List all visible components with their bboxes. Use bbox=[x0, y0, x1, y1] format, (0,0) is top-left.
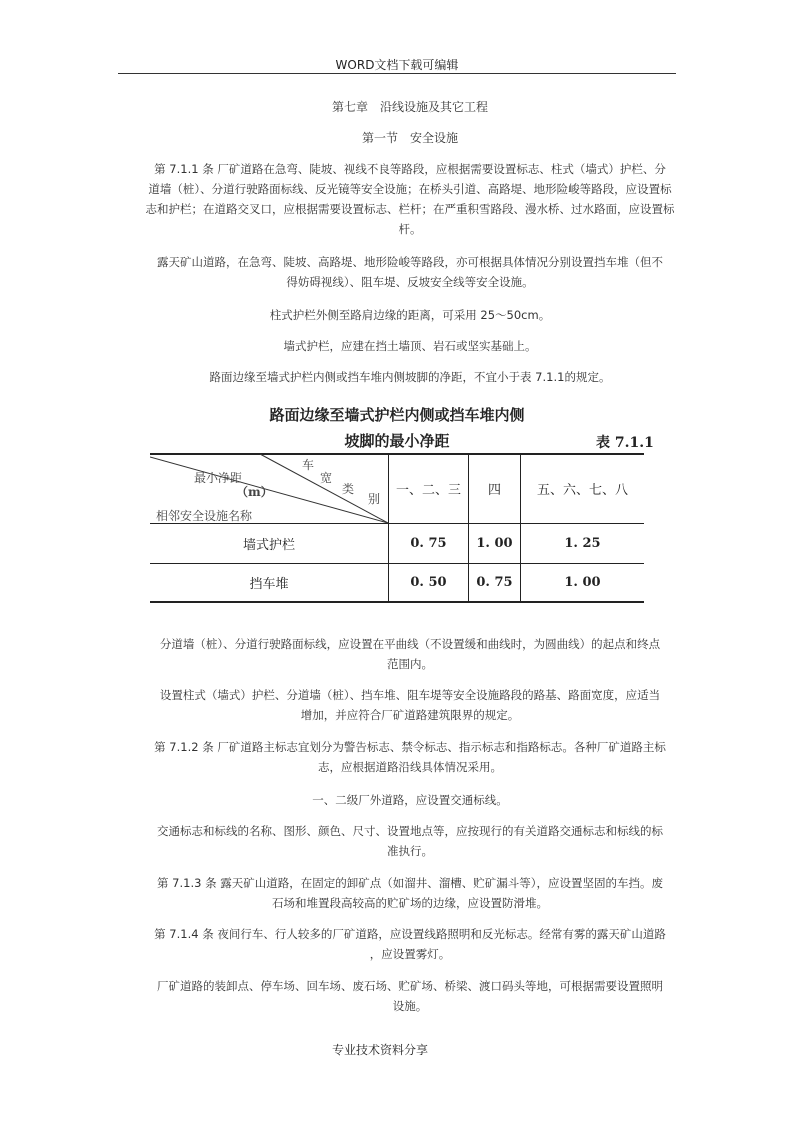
table-title-line1: 路面边缘至墙式护栏内侧或挡车堆内侧 bbox=[269, 406, 525, 424]
table-cell: 1. 00 bbox=[476, 536, 513, 551]
line: 石场和堆置段高较高的贮矿场的边缘，应设置防滑堆。 bbox=[272, 896, 548, 910]
diag-label-char: 别 bbox=[368, 492, 381, 506]
table-number: 表 7.1.1 bbox=[596, 435, 654, 451]
line: 志，应根据道路沿线具体情况采用。 bbox=[318, 760, 502, 774]
paragraph-divider-posts bbox=[140, 634, 680, 674]
diag-label-char: 类 bbox=[342, 482, 355, 496]
table-cell: 1. 00 bbox=[564, 575, 601, 590]
line: 范围内。 bbox=[387, 657, 433, 671]
diag-label-char: 车 bbox=[302, 458, 315, 472]
line: 路面边缘至墙式护栏内侧或挡车堆内侧坡脚的净距，不宜小于表 7.1.1的规定。 bbox=[209, 370, 611, 384]
line: 柱式护栏外侧至路肩边缘的距离，可采用 25～50cm。 bbox=[269, 308, 551, 322]
paragraph-7-1-1 bbox=[140, 159, 680, 239]
line: 增加，并应符合厂矿道路建筑限界的规定。 bbox=[300, 708, 520, 722]
section-title: 第一节 安全设施 bbox=[361, 131, 458, 145]
line: 露天矿山道路，在急弯、陡坡、高路堤、地形险峻等路段，亦可根据具体情况分别设置挡车堆（但不 bbox=[157, 255, 663, 269]
line: 墙式护栏，应建在挡土墙顶、岩石或坚实基础上。 bbox=[283, 339, 537, 353]
line: 志和护栏；在道路交叉口，应根据需要设置标志、栏杆；在严重积雪路段、漫水桥、过水路面，应设置标 bbox=[145, 202, 675, 216]
diag-label-min-distance: 最小净距 bbox=[194, 471, 243, 485]
table-cell: 0. 50 bbox=[410, 575, 447, 590]
table-cell: 0. 75 bbox=[410, 536, 447, 551]
line: 第 7.1.1 条 厂矿道路在急弯、陡坡、视线不良等路段，应根据需要设置标志、柱式（墙式）护栏、分 bbox=[154, 162, 666, 176]
line: 分道墙（桩）、分道行驶路面标线，应设置在平曲线（不设置缓和曲线时，为圆曲线）的起点和终点 bbox=[159, 637, 661, 651]
line: ，应设置雾灯。 bbox=[369, 947, 451, 961]
diag-label-char: 宽 bbox=[320, 471, 333, 485]
paragraph-roadbed-width bbox=[140, 685, 680, 725]
header-rule bbox=[118, 73, 676, 74]
page-footer: 专业技术资料分享 bbox=[331, 1043, 428, 1057]
line: 第 7.1.4 条 夜间行车、行人较多的厂矿道路，应设置线路照明和反光标志。经常有雾的露天矿山道路 bbox=[154, 927, 666, 941]
paragraph-7-1-3 bbox=[140, 873, 680, 913]
table-cell: 1. 25 bbox=[564, 536, 601, 551]
line: 设施。 bbox=[392, 999, 428, 1013]
row-label: 挡车堆 bbox=[249, 577, 289, 592]
paragraph-sign-standards bbox=[140, 821, 680, 861]
line: 第 7.1.3 条 露天矿山道路，在固定的卸矿点（如溜井、溜槽、贮矿漏斗等），应设置坚固的车挡。废 bbox=[157, 876, 663, 890]
table-title-line2: 坡脚的最小净距 bbox=[344, 432, 450, 450]
line: 准执行。 bbox=[387, 844, 433, 858]
table-cell: 0. 75 bbox=[476, 575, 513, 590]
paragraph-clearance bbox=[140, 367, 680, 387]
line: 一、二级厂外道路，应设置交通标线。 bbox=[312, 793, 508, 807]
column-header: 五、六、七、八 bbox=[536, 482, 628, 498]
line: 设置柱式（墙式）护栏、分道墙（桩）、挡车堆、阻车堤等安全设施路段的路基、路面宽度，应适当 bbox=[159, 688, 661, 702]
line: 交通标志和标线的名称、图形、颜色、尺寸、设置地点等，应按现行的有关道路交通标志和标线的标 bbox=[157, 824, 663, 838]
chapter-title: 第七章 沿线设施及其它工程 bbox=[331, 100, 488, 114]
line: 厂矿道路的装卸点、停车场、回车场、废石场、贮矿场、桥梁、渡口码头等地，可根据需要设置照明 bbox=[157, 979, 663, 993]
paragraph-wall-guardrail bbox=[140, 336, 680, 356]
table-bottom-rule bbox=[150, 601, 644, 603]
column-header: 四 bbox=[487, 482, 501, 498]
paragraph-open-pit bbox=[140, 252, 680, 292]
line: 第 7.1.2 条 厂矿道路主标志宜划分为警告标志、禁令标志、指示标志和指路标志。各种厂矿道路主标 bbox=[154, 740, 666, 754]
page-header: WORD文档下载可编辑 bbox=[335, 58, 459, 72]
paragraph-lighting bbox=[140, 976, 680, 1016]
paragraph-traffic-markings bbox=[140, 790, 680, 810]
diag-label-facility-name: 相邻安全设施名称 bbox=[156, 509, 253, 523]
line: 道墙（桩）、分道行驶路面标线、反光镜等安全设施；在桥头引道、高路堤、地形险峻等路段，应设置标 bbox=[148, 182, 672, 196]
row-label: 墙式护栏 bbox=[242, 538, 295, 553]
diag-label-unit: （m） bbox=[236, 485, 273, 499]
clearance-table bbox=[150, 453, 644, 603]
paragraph-column-guardrail bbox=[140, 305, 680, 325]
line: 杆。 bbox=[398, 222, 422, 236]
paragraph-7-1-4 bbox=[140, 924, 680, 964]
paragraph-7-1-2 bbox=[140, 737, 680, 777]
column-header: 一、二、三 bbox=[395, 482, 461, 498]
line: 得妨碍视线）、阻车堤、反坡安全线等安全设施。 bbox=[286, 275, 534, 289]
